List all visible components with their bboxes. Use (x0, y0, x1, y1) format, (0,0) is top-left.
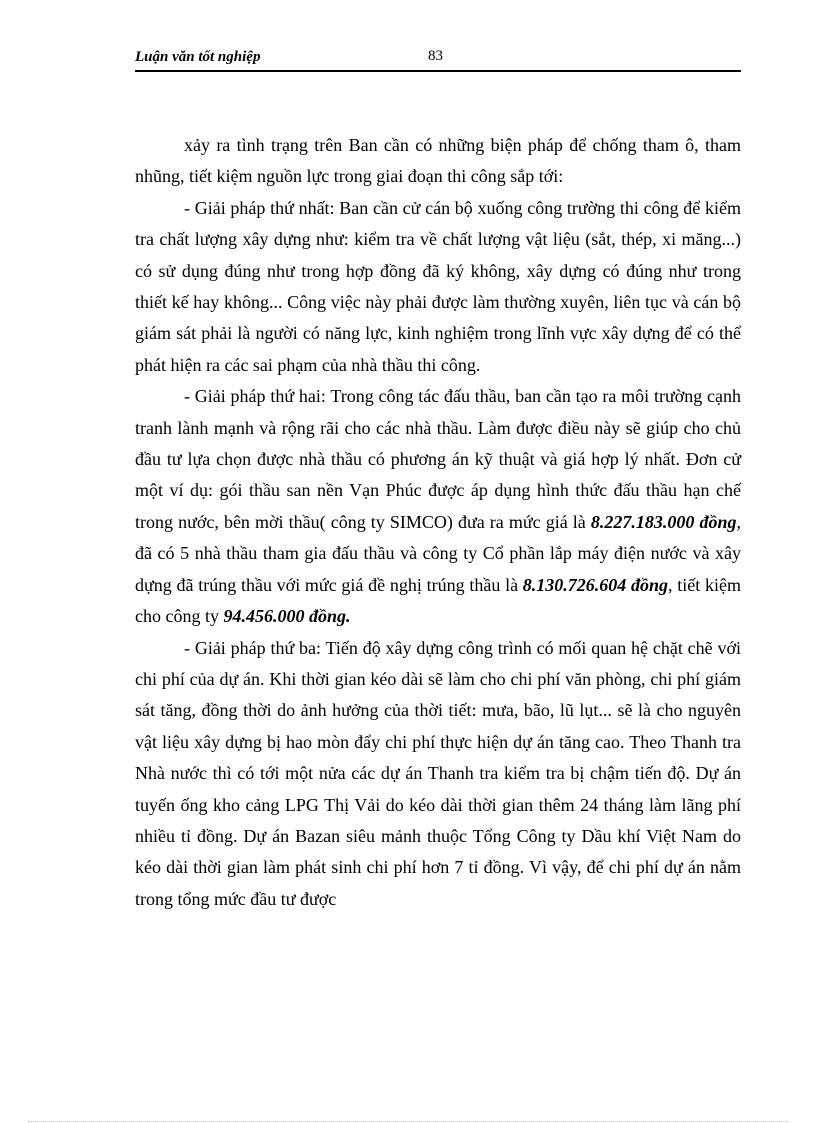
paragraph-solution-3: - Giải pháp thứ ba: Tiến độ xây dựng công trình có mối quan hệ chặt chẽ với chi phí của dự án. Khi thời gian kéo dài sẽ làm cho chi phí văn phòng, chi phí giám sát tăng, đồng thời do ảnh hưởng của thời tiết: mưa, bão, lũ lụt... sẽ là cho nguyên vật liệu xây dựng bị hao mòn đẩy chi phí thực hiện dự án tăng cao. Theo Thanh tra Nhà nước thì có tới một nửa các dự án Thanh tra kiểm tra bị chậm tiến độ. Dự án tuyến ống kho cảng LPG Thị Vải do kéo dài thời gian thêm 24 tháng làm lãng phí nhiều tỉ đồng. Dự án Bazan siêu mảnh thuộc Tổng Công ty Dầu khí Việt Nam do kéo dài thời gian làm phát sinh chi phí hơn 7 tỉ đồng. Vì vậy, để chi phí dự án nằm trong tổng mức đầu tư được (135, 637, 741, 909)
page-number: 83 (428, 48, 443, 64)
amount-savings: 94.456.000 đồng. (223, 606, 351, 627)
solution-2-text-part3: , tiết kiệm cho công ty (135, 574, 742, 627)
solution-2-text-part1: - Giải pháp thứ hai: Trong công tác đấu thầu, ban cần tạo ra môi trường cạnh tranh lành mạnh và rộng rãi cho các nhà thầu. Làm được điều này sẽ giúp cho chủ đầu tư lựa chọn được nhà thầu có phương án kỹ thuật và giá hợp lý nhất. Đơn cử một ví dụ: gói thầu san nền Vạn Phúc được áp dụng hình thức đấu thầu hạn chế trong nước, bên mời thầu( công ty SIMCO) đưa ra mức giá là (135, 386, 741, 532)
solution-2-text-part2: , đã có 5 nhà thầu tham gia đấu thầu và công ty Cổ phần lắp máy điện nước và xây dựng đã trúng thầu với mức giá đề nghị trúng thầu là (135, 511, 741, 595)
paragraph-solution-1: - Giải pháp thứ nhất: Ban cần cử cán bộ xuống công trường thi công để kiểm tra chất lượng xây dựng như: kiểm tra về chất lượng vật liệu (sắt, thép, xi măng...) có sử dụng đúng như trong hợp đồng đã ký không, xây dựng có đúng như trong thiết kế hay không... Công việc này phải được làm thường xuyên, liên tục và cán bộ giám sát phải là người có năng lực, kinh nghiệm trong lĩnh vực xây dựng để có thể phát hiện ra các sai phạm của nhà thầu thi công. (135, 197, 741, 375)
page-header (135, 48, 741, 72)
paragraph-solution-2 (135, 381, 741, 632)
amount-winning-bid: 8.130.726.604 đồng (522, 574, 669, 595)
paragraph-intro: xảy ra tình trạng trên Ban cần có những biện pháp để chống tham ô, tham nhũng, tiết kiệm nguồn lực trong giai đoạn thi công sắp tới: (135, 135, 741, 187)
amount-announced-price: 8.227.183.000 đồng (590, 511, 737, 532)
header-title: Luận văn tốt nghiệp (135, 49, 261, 65)
document-body (135, 130, 741, 915)
page-bottom-divider (28, 1121, 788, 1122)
